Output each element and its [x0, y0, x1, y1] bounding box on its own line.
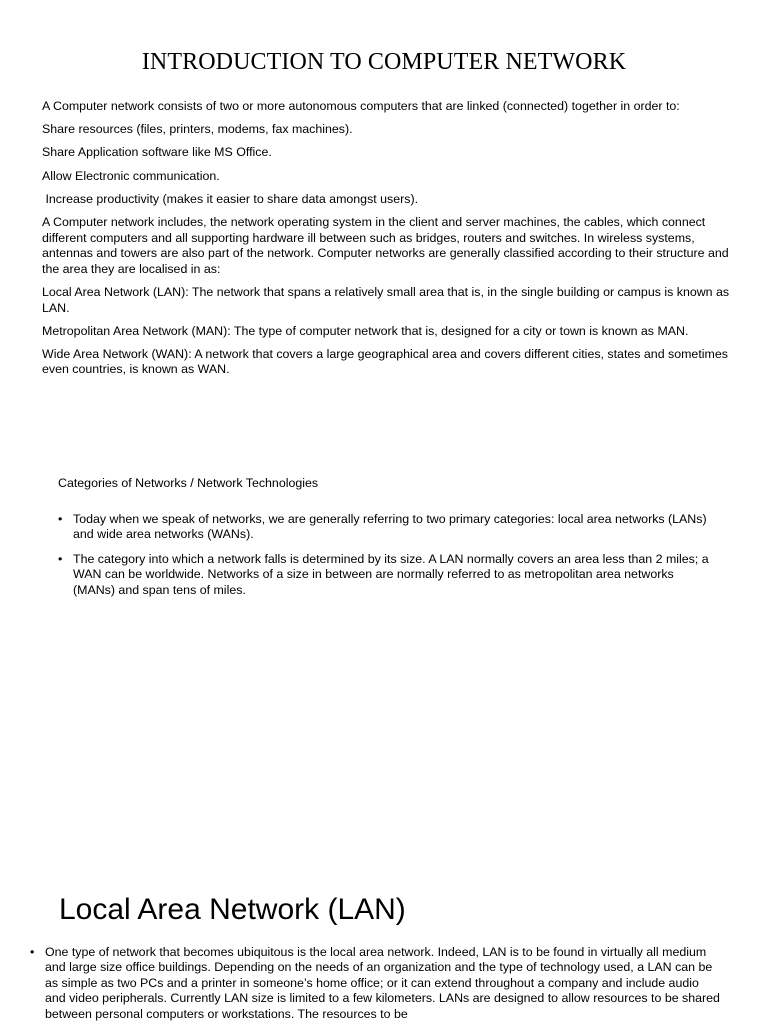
intro-paragraph: Allow Electronic communication. — [42, 168, 220, 183]
intro-paragraph: Metropolitan Area Network (MAN): The type of computer network that is, designed for a city or town is known as MAN. — [42, 323, 689, 338]
list-item-text: The category into which a network falls is determined by its size. A LAN normally covers an area less than 2 miles; a WAN can be worldwide. Networks of a size in between are normally referred to as metropolitan area networks (MANs) and span tens of miles. — [73, 551, 709, 597]
intro-paragraph: Local Area Network (LAN): The network that spans a relatively small area that is, in the single building or campus is known as LAN. — [42, 284, 730, 315]
list-item — [30, 945, 720, 1022]
intro-paragraph: A Computer network consists of two or more autonomous computers that are linked (connected) together in order to: — [42, 99, 680, 113]
list-item-text: One type of network that becomes ubiquitous is the local area network. Indeed, LAN is to be found in virtually all medium and large size office buildings. Depending on the needs of an organization and the type of technology used, a LAN can be as simple as two PCs and a printer in someone’s home office; or it can extend throughout a company and include audio and video peripherals. Currently LAN size is limited to a few kilometers. LANs are designed to allow resources to be shared between personal computers or workstations. The resources to be — [45, 945, 720, 1021]
categories-heading: Categories of Networks / Network Technologies — [58, 476, 319, 490]
bullet-icon: • — [30, 945, 35, 959]
list-item-text: Today when we speak of networks, we are generally referring to two primary categories: local area networks (LANs) and wide area networks (WANs). — [73, 512, 707, 542]
categories-list — [58, 512, 718, 607]
intro-paragraph: Share resources (files, printers, modems, fax machines). — [42, 122, 353, 137]
list-item — [58, 512, 718, 543]
intro-paragraph: A Computer network includes, the network operating system in the client and server machines, the cables, which connect different computers and all supporting hardware ill between such as bridges, routers and switches. In wireless systems, antennas and towers are also part of the network. Computer networks are generally classified according to their structure and the area they are localised in as: — [42, 214, 729, 276]
bullet-icon: • — [58, 551, 63, 566]
bullet-icon: • — [58, 512, 63, 526]
lan-list — [30, 945, 720, 1022]
page-title: INTRODUCTION TO COMPUTER NETWORK — [141, 49, 627, 75]
list-item — [58, 552, 718, 598]
intro-paragraph: Wide Area Network (WAN): A network that covers a large geographical area and covers different cities, states and sometimes even countries, is known as WAN. — [42, 346, 728, 377]
intro-section — [42, 99, 748, 386]
intro-paragraph: Share Application software like MS Office. — [42, 145, 272, 160]
intro-paragraph: Increase productivity (makes it easier to share data amongst users). — [42, 191, 419, 206]
lan-section-title: Local Area Network (LAN) — [59, 893, 406, 926]
